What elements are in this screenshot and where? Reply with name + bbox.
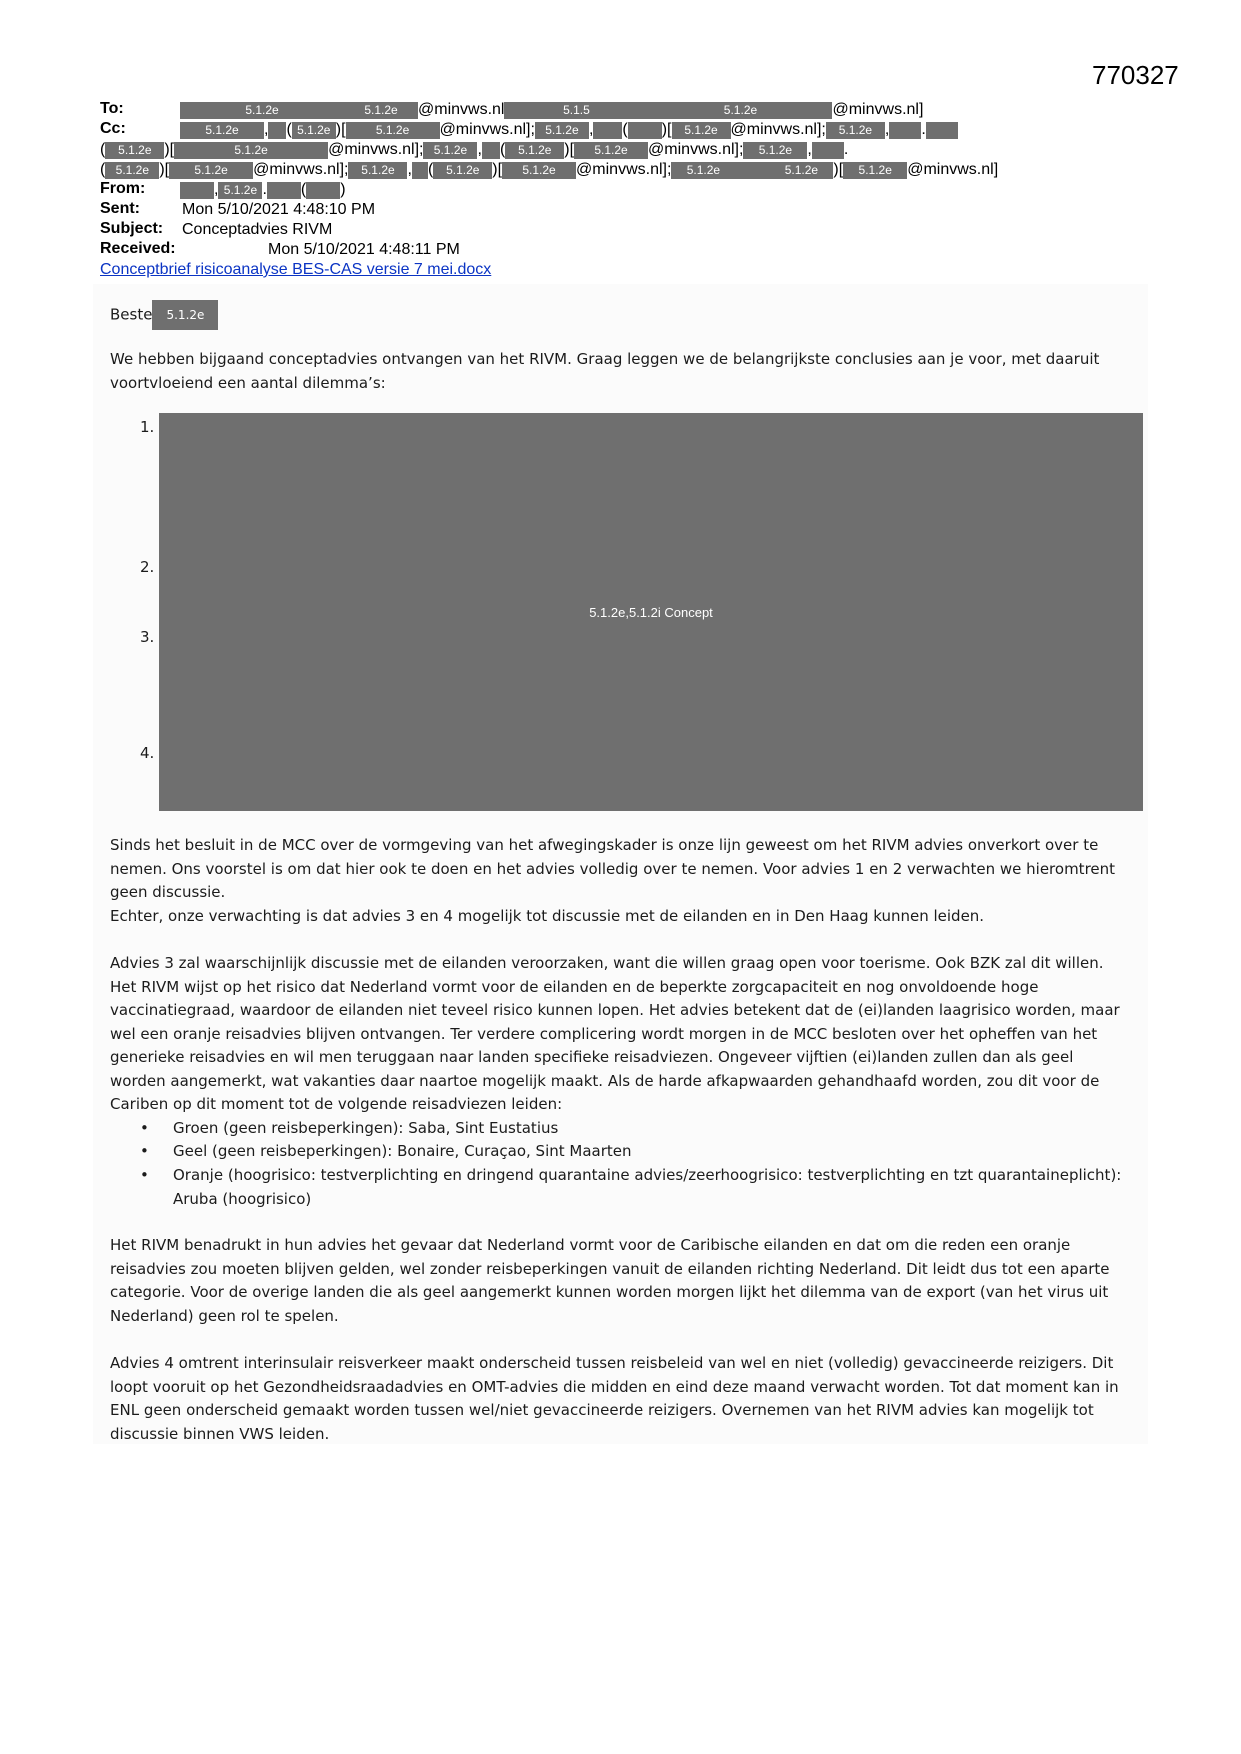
to-recipients: 5.1.2e 5.1.2e @minvws.nl 5.1.5 5.1.2e @minvws.nl] — [180, 100, 1220, 120]
paragraph-4: Advies 4 omtrent interinsulair reisverkeer maakt onderscheid tussen reisbeleid van wel en niet (volledig) gevaccineerde reizigers. Dit loopt vooruit op het Gezondheidsraadadvies en OMT-advies die midden en eind deze maand verwacht worden. Tot dat moment kan in ENL geen onderscheid gemaakt worden tussen wel/niet gevaccineerde reizigers. Overnemen van het RIVM advies kan mogelijk tot discussie binnen VWS leiden. — [110, 1354, 1119, 1443]
list-number-3: 3. — [140, 628, 155, 646]
bullet-marker: • — [140, 1119, 149, 1137]
greeting: Beste 5.1.2e — [110, 300, 1130, 330]
subject-label: Subject: — [100, 220, 164, 237]
paragraph-1: Sinds het besluit in de MCC over de vormgeving van het afwegingskader is onze lijn geweest om het RIVM advies onverkort over te nemen. Ons voorstel is om dat hier ook te doen en het advies volledig over te nemen. Voor advies 1 en 2 verwachten we hieromtrent geen discussie. — [110, 836, 1116, 901]
list-number-4: 4. — [140, 744, 155, 762]
received-value: Mon 5/10/2021 4:48:11 PM — [268, 241, 460, 258]
paragraph-2: Advies 3 zal waarschijnlijk discussie met de eilanden veroorzaken, want die willen graag open voor toerisme. Ook BZK zal dit willen. Het RIVM wijst op het risico dat Nederland vormt voor de eilanden en de beperkte zorgcapaciteit en nog onvoldoende hoge vaccinatiegraad, waardoor de eilanden niet teveel risico kunnen lopen. Het advies betekent dat de (ei)landen laagrisico worden, maar wel een oranje reisadvies blijven ontvangen. Ter verdere complicering wordt morgen in de MCC besloten over het opheffen van het generieke reisadvies en wil men teruggaan naar landen specifieke reisadviezen. Ongeveer vijftien (ei)landen zullen dan als geel worden aangemerkt, wat vakanties daar naartoe mogelijk maakt. Als de harde afkapwaarden gehandhaafd worden, zou dit voor de Cariben op dit moment tot de volgende reisadviezen leiden: — [110, 954, 1120, 1113]
redaction: 5.1.2e — [180, 102, 344, 119]
redaction: 5.1.2e — [648, 102, 832, 119]
redaction: 5.1.2e — [152, 300, 218, 330]
bullet-marker: • — [140, 1142, 149, 1160]
sent-label: Sent: — [100, 200, 140, 217]
cc-recipients-2: ( 5.1.2e )[ 5.1.2e @minvws.nl]; 5.1.2e , ( 5.1.2e )[ 5.1.2e @minvws.nl]; 5.1.2e , . — [100, 141, 849, 158]
redacted-advice-block: 5.1.2e,5.1.2i Concept — [159, 413, 1143, 811]
bullet-marker: • — [140, 1166, 149, 1184]
bullet-item-3: Oranje (hoogrisico: testverplichting en dringend quarantaine advies/zeerhoogrisico: testverplichting en tzt quarantaineplicht): Aruba (hoogrisico) — [173, 1166, 1122, 1208]
document-number: 770327 — [1092, 60, 1179, 90]
redaction: 5.1.5 — [504, 102, 648, 119]
attachment-link[interactable]: Conceptbrief risicoanalyse BES-CAS versie 7 mei.docx — [100, 261, 492, 278]
list-number-1: 1. — [140, 418, 155, 436]
from-label: From: — [100, 180, 146, 197]
intro-paragraph: We hebben bijgaand conceptadvies ontvangen van het RIVM. Graag leggen we de belangrijkste conclusies aan je voor, met daaruit voortvloeiend een aantal dilemma’s: — [110, 350, 1100, 392]
paragraph-1b: Echter, onze verwachting is dat advies 3 en 4 mogelijk tot discussie met de eilanden en in Den Haag kunnen leiden. — [110, 907, 985, 925]
list-number-2: 2. — [140, 558, 155, 576]
to-label: To: — [100, 100, 124, 117]
subject-value: Conceptadvies RIVM — [182, 221, 333, 238]
sent-value: Mon 5/10/2021 4:48:10 PM — [182, 201, 376, 218]
from-sender: , 5.1.2e . ( ) — [180, 180, 1220, 200]
bullet-item-1: Groen (geen reisbeperkingen): Saba, Sint Eustatius — [173, 1119, 559, 1137]
redaction: 5.1.2e — [344, 102, 418, 119]
cc-recipients-1: 5.1.2e , ( 5.1.2e )[ 5.1.2e @minvws.nl]; 5.1.2e , ( )[ 5.1.2e @minvws.nl]; 5.1.2e , . — [180, 120, 1220, 140]
bullet-item-2: Geel (geen reisbeperkingen): Bonaire, Curaçao, Sint Maarten — [173, 1142, 632, 1160]
paragraph-3: Het RIVM benadrukt in hun advies het gevaar dat Nederland vormt voor de Caribische eilanden en dat om die reden een oranje reisadvies zou moeten blijven gelden, wel zonder reisbeperkingen vanuit de eilanden richting Nederland. Dit leidt dus tot een aparte categorie. Voor de overige landen die als geel aangemerkt kunnen worden morgen lijkt het dilemma van de export (van het virus uit Nederland) geen rol te spelen. — [110, 1236, 1110, 1325]
cc-recipients-3: ( 5.1.2e )[ 5.1.2e @minvws.nl]; 5.1.2e , ( 5.1.2e )[ 5.1.2e @minvws.nl]; 5.1.2e 5.1.2e )[ 5.1.2e @minvws.nl] — [100, 161, 999, 178]
received-label: Received: — [100, 240, 176, 257]
cc-label: Cc: — [100, 120, 126, 137]
